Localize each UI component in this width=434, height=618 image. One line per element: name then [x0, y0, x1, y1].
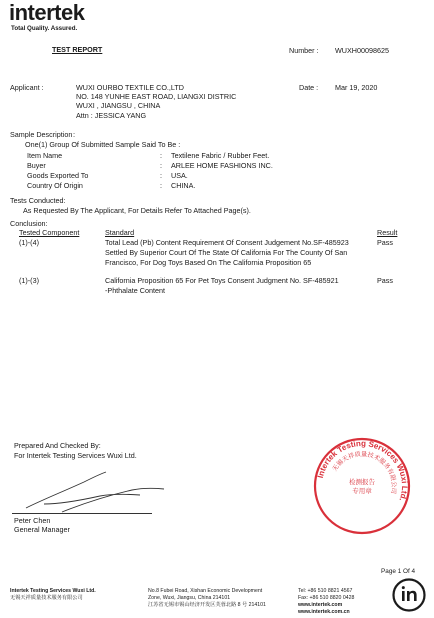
- sample-row-sep: :: [160, 181, 162, 190]
- prepared-for: For Intertek Testing Services Wuxi Ltd.: [14, 451, 137, 460]
- sample-row-sep: :: [160, 151, 162, 160]
- row-result: Pass: [377, 276, 393, 285]
- number-label: Number :: [289, 46, 319, 55]
- sample-row-sep: :: [160, 171, 162, 180]
- stamp-center-2: 专用章: [352, 487, 372, 495]
- conclusion-heading: Conclusion:: [10, 219, 48, 228]
- applicant-address-1: NO. 148 YUNHE EAST ROAD, LIANGXI DISTRIC: [76, 92, 237, 101]
- col-standard: Standard: [105, 228, 135, 237]
- signer-name: Peter Chen: [14, 516, 51, 525]
- applicant-label: Applicant :: [10, 83, 44, 92]
- footer-web-2: www.intertek.com.cn: [298, 609, 350, 615]
- footer-web-1: www.intertek.com: [298, 602, 343, 608]
- report-title: TEST REPORT: [52, 45, 103, 54]
- row-standard-line: California Proposition 65 For Pet Toys Consent Judgment No. SF-485921: [105, 276, 339, 285]
- report-date: Mar 19, 2020: [335, 83, 378, 92]
- row-standard-line: Total Lead (Pb) Content Requirement Of Consent Judgement No.SF-485923: [105, 238, 349, 247]
- signature: [22, 470, 172, 518]
- date-label: Date :: [299, 83, 319, 92]
- row-standard-line: -Phthalate Content: [105, 286, 165, 295]
- col-result: Result: [377, 228, 398, 237]
- official-stamp: [312, 436, 412, 536]
- tests-text: As Requested By The Applicant, For Details Refer To Attached Page(s).: [23, 206, 251, 215]
- row-standard-line: Settled By Superior Court Of The State Of California For The County Of San: [105, 248, 348, 257]
- intertek-in-logo-icon: [392, 578, 426, 612]
- footer-company-en: Intertek Testing Services Wuxi Ltd.: [10, 588, 96, 594]
- row-standard-line: Francisco, For Dog Toys Based On The California Proposition 65: [105, 258, 312, 267]
- footer-company-cn: 无锡天祥质量技术服务有限公司: [10, 595, 83, 601]
- footer-address-en-1: No.8 Fubei Road, Xishan Economic Development: [148, 588, 263, 594]
- report-number: WUXH00098625: [335, 46, 389, 55]
- signature-line: [12, 513, 152, 514]
- col-tested-component: Tested Component: [19, 228, 80, 237]
- sample-row-label: Item Name: [27, 151, 63, 160]
- sample-intro: One(1) Group Of Submitted Sample Said To Be :: [25, 140, 181, 149]
- stamp-outer-text: Intertek Testing Services Wuxi Ltd.: [315, 438, 410, 503]
- sample-row-value: Textilene Fabric / Rubber Feet.: [171, 151, 270, 160]
- footer-fax: Fax: +86 510 8820 0428: [298, 595, 355, 601]
- sample-row-label: Goods Exported To: [27, 171, 89, 180]
- footer-address-cn: 江苏省无锡市锡山经济开发区芙蓉北路 8 号 214101: [148, 602, 266, 608]
- logo-tagline: Total Quality. Assured.: [11, 25, 78, 32]
- stamp-cn-ring: 无锡天祥质量技术服务有限公司: [331, 450, 398, 495]
- sample-row-label: Buyer: [27, 161, 46, 170]
- signer-title: General Manager: [14, 525, 70, 534]
- sample-row-sep: :: [160, 161, 162, 170]
- sample-heading: Sample Description：: [10, 130, 80, 139]
- footer-tel: Tel: +86 510 8821 4567: [298, 588, 353, 594]
- intertek-logo: intertek: [9, 0, 85, 25]
- sample-row-value: USA.: [171, 171, 188, 180]
- prepared-by: Prepared And Checked By:: [14, 441, 101, 450]
- row-component: (1)-(4): [19, 238, 39, 247]
- page-number: Page 1 Of 4: [381, 568, 416, 575]
- sample-row-value: ARLEE HOME FASHIONS INC.: [171, 161, 273, 170]
- row-component: (1)-(3): [19, 276, 39, 285]
- applicant-address-2: WUXI , JIANGSU , CHINA: [76, 101, 161, 110]
- applicant-attn: Attn : JESSICA YANG: [76, 111, 147, 120]
- sample-row-label: Country Of Origin: [27, 181, 83, 190]
- sample-row-value: CHINA.: [171, 181, 196, 190]
- stamp-center-1: 检测报告: [349, 478, 375, 486]
- row-result: Pass: [377, 238, 393, 247]
- tests-heading: Tests Conducted:: [10, 196, 66, 205]
- applicant-name: WUXI OURBO TEXTILE CO.,LTD: [76, 83, 184, 92]
- footer-address-en-2: Zone, Wuxi, Jiangsu, China 214101: [148, 595, 231, 601]
